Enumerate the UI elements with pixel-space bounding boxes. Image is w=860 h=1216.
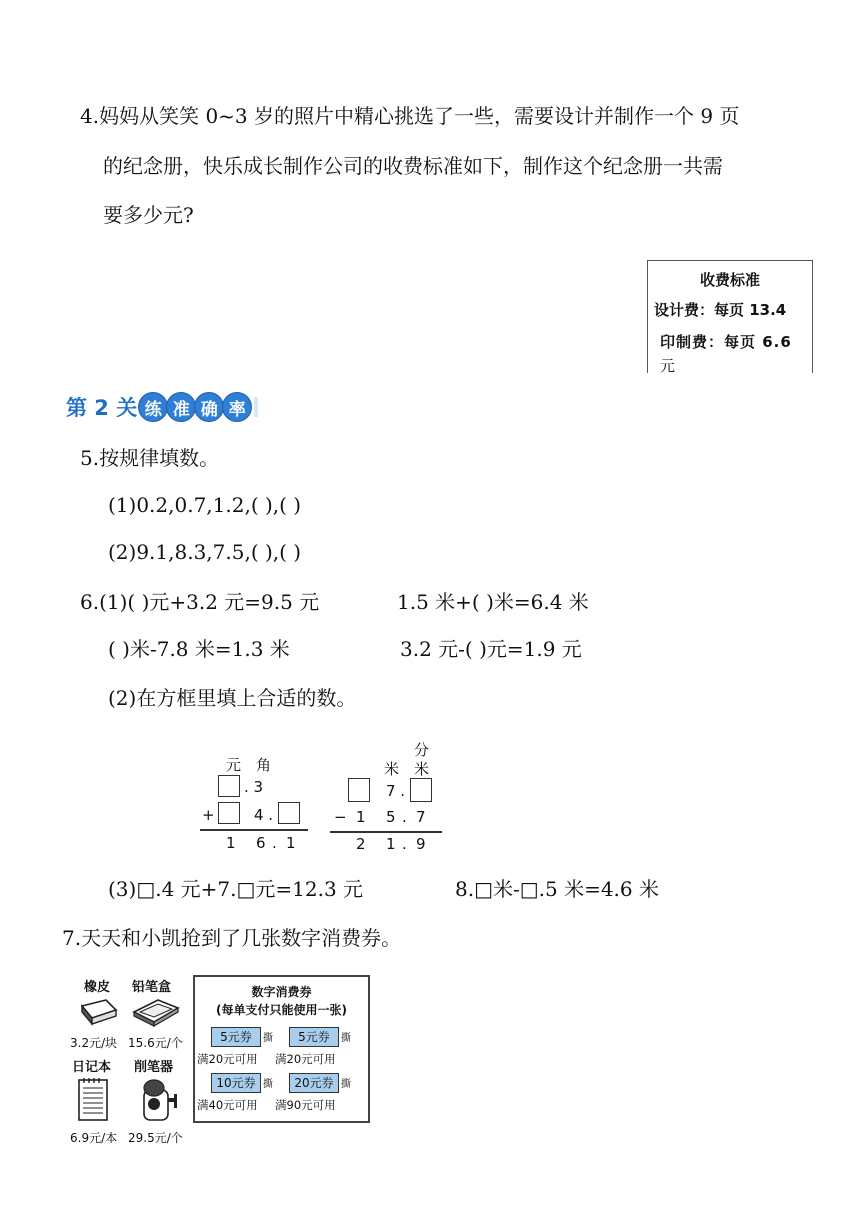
voucher-condition: 满20元可用: [197, 1052, 258, 1066]
section-char-2: 准: [166, 392, 196, 422]
voucher-panel: [193, 975, 370, 1123]
q4-line-1: 4.妈妈从笑笑 0~3 岁的照片中精心挑选了一些，需要设计并制作一个 9 页: [80, 104, 740, 128]
eraser-icon: [76, 996, 120, 1028]
notebook-icon: [76, 1076, 110, 1124]
section-char-3: 确: [194, 392, 224, 422]
q5-part-2: (2)9.1,8.3,7.5,( ),( ): [108, 540, 302, 564]
blank-box[interactable]: [218, 802, 240, 824]
q6-part-3b: 8.□米-□.5 米=4.6 米: [455, 877, 659, 901]
item-price-eraser: 3.2元/块: [70, 1036, 118, 1050]
tear-label: 撕: [263, 1033, 273, 1044]
q6-a1: 6.(1)( )元+3.2 元=9.5 元: [80, 590, 320, 614]
blank-box[interactable]: [278, 802, 300, 824]
q5-part-1: (1)0.2,0.7,1.2,( ),( ): [108, 493, 302, 517]
voucher-condition: 满40元可用: [197, 1098, 258, 1112]
item-name-sharpener: 削笔器: [134, 1060, 174, 1075]
subtrahend-digit: .: [402, 808, 407, 826]
voucher-10-yuan[interactable]: 10元券: [211, 1073, 261, 1093]
voucher-condition: 满20元可用: [275, 1052, 336, 1066]
unit-yuan: 元: [226, 756, 242, 774]
voucher-5-yuan[interactable]: 5元券: [211, 1027, 261, 1047]
item-price-notebook: 6.9元/本: [70, 1131, 118, 1145]
tear-label: 撕: [341, 1079, 351, 1090]
voucher-5-yuan[interactable]: 5元券: [289, 1027, 339, 1047]
result-digit: 1: [386, 835, 396, 853]
plus-sign: +: [202, 806, 215, 824]
tear-label: 撕: [263, 1079, 273, 1090]
item-name-notebook: 日记本: [72, 1060, 112, 1075]
result-digit: 1: [226, 834, 236, 852]
price-box-title: 收费标准: [699, 271, 760, 289]
addend2-digit: 4 .: [254, 806, 274, 824]
item-price-sharpener: 29.5元/个: [128, 1131, 183, 1145]
q7-title: 7.天天和小凯抢到了几张数字消费券。: [62, 926, 402, 950]
blank-box[interactable]: [348, 778, 370, 802]
q6-a2: 1.5 米+( )米=6.4 米: [397, 590, 589, 614]
item-name-pencil-case: 铅笔盒: [132, 980, 172, 995]
tear-label: 撕: [341, 1033, 351, 1044]
q5-title: 5.按规律填数。: [80, 446, 220, 470]
blank-box[interactable]: [410, 778, 432, 802]
result-digit: 9: [416, 835, 426, 853]
price-unit: 元: [660, 357, 676, 375]
minus-sign: −: [334, 808, 347, 826]
blank-box[interactable]: [218, 775, 240, 797]
item-price-pencil-case: 15.6元/个: [128, 1036, 183, 1050]
addend1-digits: . 3: [244, 778, 264, 796]
item-name-eraser: 橡皮: [84, 980, 111, 995]
section-tail: [254, 397, 258, 417]
subtrahend-digit: 7: [416, 808, 426, 826]
voucher-20-yuan[interactable]: 20元券: [289, 1073, 339, 1093]
result-digit: 1: [286, 834, 296, 852]
unit-fen: 分: [414, 741, 430, 759]
voucher-title: 数字消费券: [251, 985, 312, 999]
unit-jiao: 角: [256, 756, 272, 774]
sharpener-icon: [136, 1074, 180, 1124]
voucher-condition: 满90元可用: [275, 1098, 336, 1112]
q6-b2: 3.2 元-( )元=1.9 元: [400, 637, 582, 661]
sum-line: [200, 829, 308, 831]
section-prefix: 第 2 关: [66, 396, 138, 420]
minuend-digits: 7 .: [386, 782, 406, 800]
design-fee: 设计费：每页 13.4: [654, 301, 787, 319]
section-char-4: 率: [222, 392, 252, 422]
result-digit: .: [402, 835, 407, 853]
section-char-1: 练: [138, 392, 168, 422]
pencil-case-icon: [130, 996, 182, 1028]
unit-mi: 米: [384, 760, 400, 778]
subtrahend-digit: 1: [356, 808, 366, 826]
q4-line-2: 的纪念册，快乐成长制作公司的收费标准如下，制作这个纪念册一共需: [103, 154, 723, 178]
difference-line: [330, 831, 442, 833]
q6-part-2: (2)在方框里填上合适的数。: [108, 686, 357, 710]
section-header: [66, 392, 258, 422]
q6-b1: ( )米-7.8 米=1.3 米: [108, 637, 290, 661]
result-digit: .: [272, 834, 277, 852]
print-fee: 印制费：每页 6.6: [660, 333, 792, 351]
voucher-rule: (每单支付只能使用一张): [216, 1003, 347, 1017]
unit-fenmi: 米: [414, 760, 430, 778]
result-digit: 6: [256, 834, 266, 852]
result-digit: 2: [356, 835, 366, 853]
subtrahend-digit: 5: [386, 808, 396, 826]
q6-part-3a: (3)□.4 元+7.□元=12.3 元: [108, 877, 364, 901]
price-standard-box: [647, 260, 813, 373]
q4-line-3: 要多少元?: [103, 203, 194, 227]
